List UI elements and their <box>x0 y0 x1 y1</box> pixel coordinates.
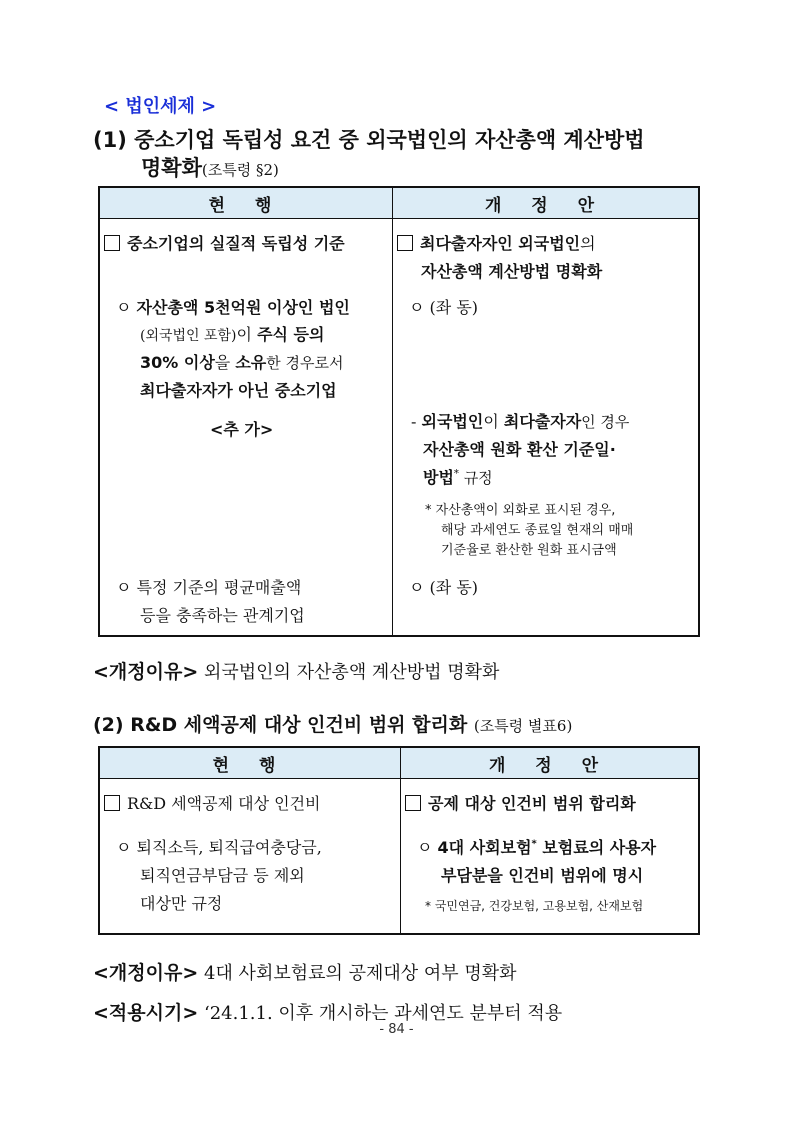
table1-current-added: <추 가> <box>210 420 274 439</box>
table2-proposed-cell <box>401 779 700 935</box>
table1-current-b2-line2: 등을 충족하는 관계기업 <box>140 606 305 625</box>
checkbox-icon <box>397 235 413 251</box>
item2-effective <box>93 998 562 1025</box>
item1-title-line2 <box>141 152 279 182</box>
item2-reason <box>93 958 517 985</box>
table1-header-current: 현 행 <box>99 187 393 219</box>
table2-current-heading: R&D 세액공제 대상 인건비 <box>104 791 320 814</box>
table1-current-heading: 중소기업의 실질적 독립성 기준 <box>104 231 345 254</box>
table2-current-cell <box>99 779 401 935</box>
comparison-table-1 <box>98 186 700 637</box>
table1-proposed-note-line2: 해당 과세연도 종료일 현재의 매매 <box>441 523 634 538</box>
item2-title-ref: (조특령 별표6) <box>473 717 573 735</box>
table2-current-b1-line1: ㅇ 퇴직소득, 퇴직급여충당금, <box>116 838 322 857</box>
table2-proposed-b1-line1: ㅇ 4대 사회보험* 보험료의 사용자 <box>417 838 657 857</box>
table1-proposed-cell <box>393 219 700 637</box>
table1-proposed-dash-line2: 자산총액 원화 환산 기준일· <box>423 440 616 459</box>
item2-title <box>93 710 572 737</box>
table2-proposed-b1-line2: 부담분을 인건비 범위에 명시 <box>441 866 644 885</box>
comparison-table-2 <box>98 746 700 935</box>
item2-title-bold: (2) R&D 세액공제 대상 인건비 범위 합리화 <box>93 714 468 736</box>
table1-proposed-dash-line3: 방법* 규정 <box>423 468 493 487</box>
checkbox-icon <box>104 235 120 251</box>
table2-proposed-note: * 국민연금, 건강보험, 고용보험, 산재보험 <box>425 899 644 913</box>
table2-current-b1-line2: 퇴직연금부담금 등 제외 <box>140 866 305 885</box>
section-tag: < 법인세제 > <box>104 96 217 117</box>
table2-proposed-heading: 공제 대상 인건비 범위 합리화 <box>405 791 636 814</box>
reason-label: <개정이유> <box>93 661 199 683</box>
table1-proposed-heading-line1: 최다출자자인 외국법인의 <box>397 231 596 254</box>
table1-current-b1-line3: 30% 이상을 소유한 경우로서 <box>140 353 344 372</box>
table1-proposed-note-line3: 기준율로 환산한 원화 표시금액 <box>441 543 617 558</box>
table1-proposed-dash-line1: - 외국법인이 최다출자자인 경우 <box>411 412 630 431</box>
table1-current-b1-line1: ㅇ 자산총액 5천억원 이상인 법인 <box>116 298 350 317</box>
table1-current-b2-line1: ㅇ 특정 기준의 평균매출액 <box>116 578 302 597</box>
table1-proposed-heading-line2: 자산총액 계산방법 명확화 <box>421 262 603 281</box>
checkbox-icon <box>405 795 421 811</box>
checkbox-icon <box>104 795 120 811</box>
table1-header-proposed: 개 정 안 <box>393 187 700 219</box>
table1-current-b1-line4: 최다출자자가 아닌 중소기업 <box>140 381 337 400</box>
item1-title-ref: (조특령 §2) <box>201 161 279 179</box>
reason-label: <개정이유> <box>93 962 199 984</box>
table2-current-b1-line3: 대상만 규정 <box>140 894 223 913</box>
table2-header-current: 현 행 <box>99 747 401 779</box>
table2-header-proposed: 개 정 안 <box>401 747 700 779</box>
table1-proposed-note-line1: * 자산총액이 외화로 표시된 경우, <box>425 503 616 518</box>
item1-title-line1: (1) 중소기업 독립성 요건 중 외국법인의 자산총액 계산방법 <box>93 128 645 152</box>
item1-title-bold: 명확화 <box>141 156 202 180</box>
reason-text: 4대 사회보험료의 공제대상 여부 명확화 <box>204 963 517 984</box>
item1-reason <box>93 657 499 684</box>
table1-proposed-same1: ㅇ (좌 동) <box>409 298 479 317</box>
table1-proposed-same2: ㅇ (좌 동) <box>409 578 479 597</box>
effective-text: ‘24.1.1. 이후 개시하는 과세연도 분부터 적용 <box>204 1003 563 1024</box>
table1-current-b1-line2: (외국법인 포함)이 주식 등의 <box>140 325 325 344</box>
table1-current-cell <box>99 219 393 637</box>
reason-text: 외국법인의 자산총액 계산방법 명확화 <box>204 662 500 683</box>
effective-label: <적용시기> <box>93 1002 199 1024</box>
page-number: - 84 - <box>379 1022 414 1037</box>
